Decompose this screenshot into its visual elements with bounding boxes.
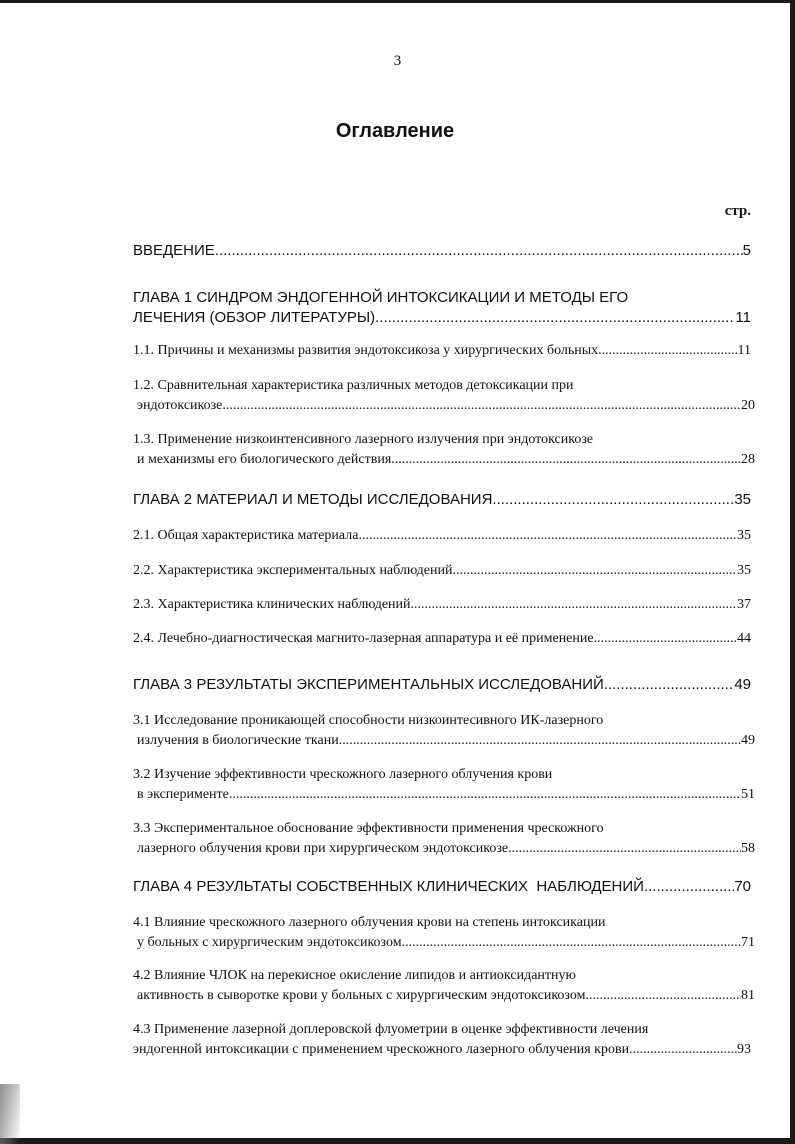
toc-entry-chapter-1[interactable] [133, 288, 751, 328]
toc-entry-text: 4.1 Влияние чрескожного лазерного облучения крови на степень интоксикации [133, 915, 606, 930]
toc-entry-section-4-1[interactable] [133, 913, 755, 953]
toc-entry-text: эндогенной интоксикации с применением чрескожного лазерного облучения крови [133, 1042, 630, 1057]
toc-entry-text: эндотоксикозе. [137, 398, 226, 413]
toc-entry-text: ЛЕЧЕНИЯ (ОБЗОР ЛИТЕРАТУРЫ) [133, 309, 376, 326]
scan-smudge [0, 1084, 20, 1144]
page-number: 3 [393, 53, 402, 69]
toc-page-number: 20 [741, 398, 755, 413]
toc-page-number: 11 [737, 343, 751, 358]
toc-entry-text: 1.2. Сравнительная характеристика различных методов детоксикации при [133, 378, 574, 393]
toc-entry-section-2-2[interactable] [133, 563, 751, 579]
scan-border-top [0, 0, 795, 3]
toc-page-number: 93 [737, 1042, 751, 1057]
toc-page-number: 49 [741, 733, 755, 748]
leader-dots [608, 676, 734, 693]
leader-dots [497, 491, 735, 508]
toc-entry-section-2-3[interactable] [133, 597, 751, 613]
toc-page-number: 37 [737, 597, 751, 612]
toc-entry-introduction[interactable] [133, 242, 751, 259]
leader-dots [598, 343, 737, 359]
toc-page-number: 28 [741, 452, 755, 467]
leader-dots [342, 731, 741, 751]
toc-entry-chapter-2[interactable] [133, 491, 751, 508]
leader-dots [226, 396, 741, 416]
toc-entry-section-1-3[interactable] [133, 430, 755, 470]
toc-entry-text: 4.2 Влияние ЧЛОК на перекисное окисление липидов и антиоксидантную [133, 968, 576, 983]
leader-dots [362, 528, 737, 544]
toc-entry-section-4-2[interactable] [133, 966, 755, 1006]
toc-entry-section-1-2[interactable] [133, 376, 755, 416]
toc-entry-text: ГЛАВА 1 СИНДРОМ ЭНДОГЕННОЙ ИНТОКСИКАЦИИ И МЕТОДЫ ЕГО [133, 289, 629, 306]
leader-dots [395, 450, 741, 470]
toc-page-number: 44 [737, 631, 751, 646]
toc-page-number: 81 [741, 988, 755, 1003]
toc-entry-text: активность в сыворотке крови у больных с хирургическим эндотоксикозом. [137, 988, 589, 1003]
toc-entry-text: и механизмы его биологического действия. [137, 452, 395, 467]
toc-entry-text: 4.3 Применение лазерной доплеровской флуометрии в оценке эффективности лечения [133, 1022, 649, 1037]
toc-page-number: 51 [741, 787, 755, 802]
toc-entry-text: 3.2 Изучение эффективности чрескожного лазерного облучения крови [133, 767, 553, 782]
leader-dots [232, 785, 741, 805]
leader-dots [456, 563, 737, 579]
toc-page-number: 35 [737, 563, 751, 578]
toc-entry-section-3-3[interactable] [133, 819, 755, 859]
toc-entry-section-4-3[interactable] [133, 1020, 751, 1060]
leader-dots [411, 597, 737, 613]
leader-dots [375, 308, 735, 328]
toc-entry-text: 1.1. Причины и механизмы развития эндотоксикоза у хирургических больных [133, 343, 599, 358]
toc-page-number: 49 [734, 676, 751, 693]
leader-dots [405, 933, 741, 953]
leader-dots [512, 839, 741, 859]
toc-entry-section-3-1[interactable] [133, 711, 755, 751]
page-column-label: стр. [724, 203, 751, 219]
leader-dots [629, 1040, 737, 1060]
toc-entry-chapter-4[interactable] [133, 878, 751, 895]
toc-entry-section-1-1[interactable] [133, 343, 751, 359]
toc-entry-text: ГЛАВА 2 МАТЕРИАЛ И МЕТОДЫ ИССЛЕДОВАНИЯ. [133, 491, 497, 508]
toc-entry-section-2-4[interactable] [133, 631, 751, 647]
toc-entry-text: ГЛАВА 3 РЕЗУЛЬТАТЫ ЭКСПЕРИМЕНТАЛЬНЫХ ИССЛЕДОВАНИЙ. [133, 676, 608, 693]
toc-entry-text: ГЛАВА 4 РЕЗУЛЬТАТЫ СОБСТВЕННЫХ КЛИНИЧЕСКИХ НАБЛЮДЕНИЙ [133, 878, 644, 895]
toc-entry-section-2-1[interactable] [133, 528, 751, 544]
page-title: Оглавление [335, 120, 455, 142]
toc-entry-text: в эксперименте. [137, 787, 233, 802]
toc-page-number: 11 [735, 309, 751, 326]
scan-border-bottom [0, 1138, 795, 1144]
toc-entry-text: 2.4. Лечебно-диагностическая магнито-лазерная аппаратура и её применение. [133, 631, 598, 646]
leader-dots [589, 986, 741, 1006]
toc-entry-text: у больных с хирургическим эндотоксикозом. [137, 935, 406, 950]
toc-entry-text: 2.3. Характеристика клинических наблюдений [133, 597, 411, 612]
leader-dots [644, 878, 734, 895]
toc-page-number: 58 [741, 841, 755, 856]
toc-page-number: 70 [734, 878, 751, 895]
scan-border-right [790, 0, 795, 1144]
toc-entry-text: излучения в биологические ткани. [137, 733, 343, 748]
toc-entry-text: 1.3. Применение низкоинтенсивного лазерного излучения при эндотоксикозе [133, 432, 594, 447]
toc-page-number: 35 [734, 491, 751, 508]
toc-entry-text: 2.1. Общая характеристика материала. [133, 528, 362, 543]
toc-entry-text: 3.1 Исследование проникающей способности низкоинтесивного ИК-лазерного [133, 713, 604, 728]
toc-page-number: 71 [741, 935, 755, 950]
toc-entry-text: ВВЕДЕНИЕ [133, 242, 215, 259]
toc-entry-section-3-2[interactable] [133, 765, 755, 805]
toc-page-number: 5 [742, 242, 751, 259]
leader-dots [215, 242, 743, 259]
toc-page-number: 35 [737, 528, 751, 543]
leader-dots [597, 631, 737, 647]
toc-entry-text: 3.3 Экспериментальное обоснование эффективности применения чрескожного [133, 821, 604, 836]
toc-entry-chapter-3[interactable] [133, 676, 751, 693]
toc-entry-text: 2.2. Характеристика экспериментальных наблюдений. [133, 563, 456, 578]
toc-entry-text: лазерного облучения крови при хирургическом эндотоксикозе. [137, 841, 512, 856]
